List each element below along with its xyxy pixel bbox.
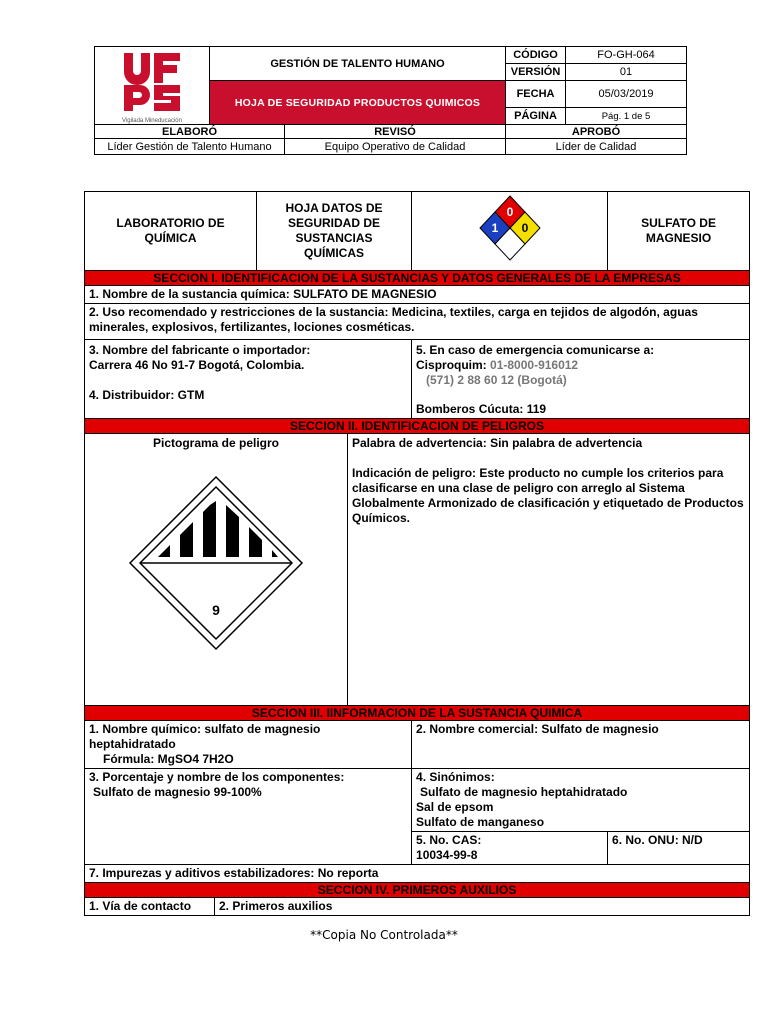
distributor: 4. Distribuidor: GTM (89, 388, 205, 402)
pictogram-cell (85, 434, 348, 706)
recommended-use-field: 2. Uso recomendado y restricciones de la sustancia: Medicina, textiles, carga en tejidos de algodón, aguas minerales, explosivos, fertilizantes, lociones cosméticas. (85, 304, 750, 340)
date-value: 05/03/2019 (566, 81, 687, 108)
lab-name: LABORATORIO DE QUÍMICA (85, 192, 257, 271)
manufacturer-label: 3. Nombre del fabricante o importador: (89, 343, 311, 357)
synonym-2: Sal de epsom (416, 800, 494, 814)
chemical-name-cell (85, 721, 412, 769)
contact-route-header: 1. Vía de contacto (85, 898, 215, 916)
nfpa-diamond-icon (478, 194, 542, 264)
synonyms-label: 4. Sinónimos: (416, 770, 495, 784)
synonyms-cell (412, 769, 750, 832)
first-aid-header: 2. Primeros auxilios (215, 898, 750, 916)
formula: Fórmula: MgSO4 7H2O (103, 752, 234, 766)
components-label: 3. Porcentaje y nombre de los componentes: (89, 770, 345, 784)
manufacturer-address: Carrera 46 No 91-7 Bogotá, Colombia. (89, 358, 305, 372)
cas-label: 5. No. CAS: (416, 833, 482, 847)
elaboro-label: ELABORÓ (95, 125, 285, 139)
chemical-name: 1. Nombre químico: sulfato de magnesio (89, 722, 321, 736)
nfpa-reactivity: 0 (521, 221, 528, 235)
code-value: FO-GH-064 (566, 47, 687, 64)
version-value: 01 (566, 64, 687, 81)
aprobo-label: APROBÓ (506, 125, 687, 139)
document-title: HOJA DE SEGURIDAD PRODUCTOS QUIMICOS (210, 81, 506, 125)
aprobo-value: Líder de Calidad (506, 139, 687, 155)
trade-name: 2. Nombre comercial: Sulfato de magnesio (412, 721, 750, 769)
date-label: FECHA (506, 81, 566, 108)
reviso-label: REVISÓ (285, 125, 506, 139)
sheet-title: HOJA DATOS DE SEGURIDAD DE SUSTANCIAS QUÍMICAS (257, 192, 412, 271)
impurities-field: 7. Impurezas y aditivos estabilizadores: No reporta (85, 865, 750, 883)
synonym-1: Sulfato de magnesio heptahidratado (420, 785, 628, 799)
page-value: Pág. 1 de 5 (566, 108, 687, 125)
synonym-3: Sulfato de manganeso (416, 815, 545, 829)
hazard-statements-cell (348, 434, 750, 706)
code-label: CÓDIGO (506, 47, 566, 64)
class9-hazard-pictogram-icon (126, 473, 306, 653)
safety-data-sheet (84, 191, 750, 916)
emergency-cell (412, 340, 750, 419)
hazard-statement: Indicación de peligro: Este producto no cumple los criterios para clasificarse en una clase de peligro con arreglo al Sistema Globalmente Armonizado de clasificación y etiquetado de Productos Químicos. (352, 466, 744, 525)
chemical-name-cont: heptahidratado (89, 737, 176, 751)
section-3-header: SECCION III. IINFORMACION DE LA SUSTANCIA QUIMICA (85, 706, 750, 721)
cisproquim-line (416, 358, 745, 373)
components-value: Sulfato de magnesio 99-100% (93, 785, 262, 799)
cas-value: 10034-99-8 (416, 848, 478, 862)
logo-caption: Vigilada Mineducación (122, 118, 182, 124)
section-2-header: SECCION II. IDENTIFICACION DE PELIGROS (85, 419, 750, 434)
page-label: PÁGINA (506, 108, 566, 125)
bomberos: Bomberos Cúcuta: 119 (416, 402, 547, 416)
components-cell (85, 769, 412, 865)
section-1-header: SECCION I. IDENTIFICACION DE LA SUSTANCIAS Y DATOS GENERALES DE LA EMPRESAS (85, 271, 750, 286)
department-title: GESTIÓN DE TALENTO HUMANO (210, 47, 506, 81)
substance-name: SULFATO DE MAGNESIO (608, 192, 750, 271)
emergency-label: 5. En caso de emergencia comunicarse a: (416, 343, 655, 357)
section-4-header: SECCION IV. PRIMEROS AUXILIOS (85, 883, 750, 898)
cas-cell (412, 832, 608, 865)
manufacturer-cell (85, 340, 412, 419)
nfpa-diamond-cell (412, 192, 608, 271)
cisproquim-label: Cisproquim: (416, 358, 487, 372)
ufps-logo (95, 47, 210, 125)
substance-name-field: 1. Nombre de la sustancia química: SULFATO DE MAGNESIO (85, 286, 750, 304)
uncontrolled-copy-notice: **Copia No Controlada** (310, 928, 458, 942)
cisproquim-phone: 01-8000-916012 (490, 358, 579, 372)
nfpa-fire: 0 (506, 205, 513, 219)
reviso-value: Equipo Operativo de Calidad (285, 139, 506, 155)
document-header (94, 46, 687, 155)
signal-word: Palabra de advertencia: Sin palabra de advertencia (352, 436, 643, 450)
pictogram-label: Pictograma de peligro (152, 436, 280, 450)
nfpa-health: 1 (491, 221, 498, 235)
elaboro-value: Líder Gestión de Talento Humano (95, 139, 285, 155)
version-label: VERSIÓN (506, 64, 566, 81)
pictogram-class-number: 9 (212, 602, 220, 618)
ufps-logo-mark (102, 47, 202, 119)
onu-number: 6. No. ONU: N/D (608, 832, 750, 865)
bogota-phone: (571) 2 88 60 12 (Bogotá) (426, 373, 567, 387)
